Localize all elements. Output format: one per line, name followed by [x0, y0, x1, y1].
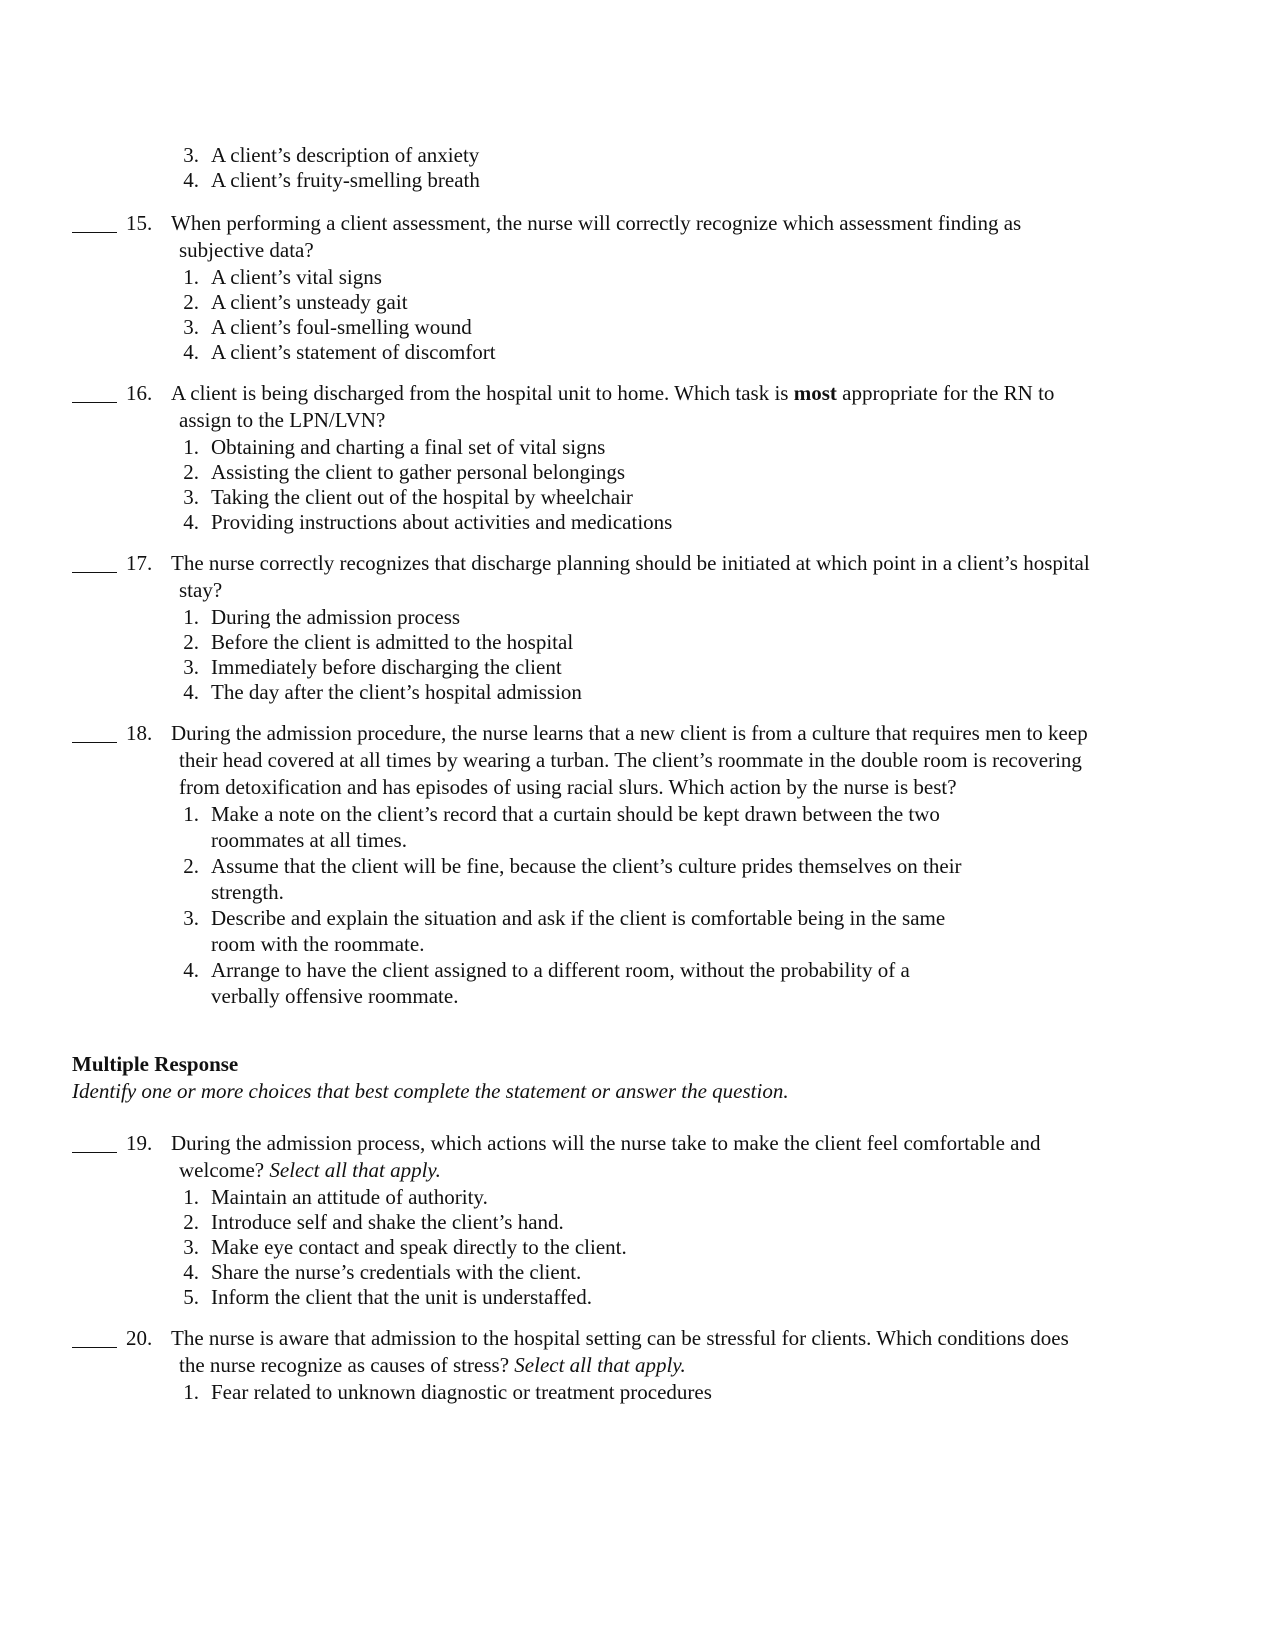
option-text: A client’s foul-smelling wound: [211, 315, 472, 339]
section-title: Multiple Response: [72, 1052, 239, 1076]
option-number: 4.: [183, 168, 199, 192]
answer-blank[interactable]: [72, 720, 117, 743]
option-item: [0, 801, 1275, 853]
option-item: [0, 1259, 1275, 1284]
option-number: 4.: [183, 1260, 199, 1284]
option-item: [0, 434, 1275, 459]
option-text: Arrange to have the client assigned to a different room, without the probability of a verbally offensive roommate.: [211, 958, 910, 1008]
option-item: [0, 509, 1275, 534]
question-number: 15.: [126, 211, 153, 235]
emphasis-most: most: [793, 381, 837, 405]
option-item: [0, 142, 1275, 167]
option-number: 2.: [183, 460, 199, 484]
option-number: 3.: [183, 1235, 199, 1259]
answer-blank[interactable]: [72, 550, 117, 573]
option-number: 1.: [183, 802, 199, 826]
option-text: Assume that the client will be fine, because the client’s culture prides themselves on their strength.: [211, 854, 962, 904]
option-item: [0, 957, 1275, 1009]
option-text: A client’s fruity-smelling breath: [211, 168, 480, 192]
option-text: A client’s description of anxiety: [211, 143, 480, 167]
option-number: 2.: [183, 630, 199, 654]
option-text: Before the client is admitted to the hospital: [211, 630, 574, 654]
option-item: [0, 314, 1275, 339]
answer-blank[interactable]: [72, 1130, 117, 1153]
option-number: 3.: [183, 655, 199, 679]
question-text-continued: stay?: [179, 578, 223, 602]
option-item: [0, 289, 1275, 314]
question-number: 17.: [126, 551, 153, 575]
section-instructions: Identify one or more choices that best complete the statement or answer the question.: [72, 1079, 789, 1103]
question-19: [0, 1130, 1275, 1309]
option-number: 4.: [183, 680, 199, 704]
option-text: Make eye contact and speak directly to the client.: [211, 1235, 627, 1259]
option-text: Taking the client out of the hospital by wheelchair: [211, 485, 633, 509]
option-item: [0, 679, 1275, 704]
answer-blank[interactable]: [72, 1325, 117, 1348]
option-number: 1.: [183, 435, 199, 459]
option-text: A client’s vital signs: [211, 265, 382, 289]
option-number: 2.: [183, 854, 199, 878]
question-number: 19.: [126, 1131, 153, 1155]
option-text: The day after the client’s hospital admission: [211, 680, 582, 704]
option-number: 4.: [183, 958, 199, 982]
option-item: [0, 1209, 1275, 1234]
question-text-continued: subjective data?: [179, 238, 314, 262]
question-text: During the admission process, which actions will the nurse take to make the client feel comfortable and: [171, 1131, 1041, 1155]
option-text: Fear related to unknown diagnostic or treatment procedures: [211, 1380, 712, 1404]
option-item: [0, 629, 1275, 654]
option-number: 1.: [183, 265, 199, 289]
option-number: 1.: [183, 605, 199, 629]
question-number: 20.: [126, 1326, 153, 1350]
option-text: During the admission process: [211, 605, 461, 629]
question-20: [0, 1325, 1275, 1404]
option-item: [0, 484, 1275, 509]
option-text: Providing instructions about activities and medications: [211, 510, 673, 534]
question-18: [0, 720, 1275, 1009]
question-text-continued: the nurse recognize as causes of stress? Select all that apply.: [179, 1353, 686, 1377]
question-text: When performing a client assessment, the nurse will correctly recognize which assessment finding as: [171, 211, 1022, 235]
option-item: [0, 1284, 1275, 1309]
question-text-continued: assign to the LPN/LVN?: [179, 408, 386, 432]
carryover-options: [0, 142, 1275, 192]
option-item: [0, 1184, 1275, 1209]
option-number: 3.: [183, 906, 199, 930]
option-text: Share the nurse’s credentials with the client.: [211, 1260, 582, 1284]
select-all-instruction: Select all that apply.: [269, 1158, 441, 1182]
option-text: Introduce self and shake the client’s hand.: [211, 1210, 564, 1234]
option-item: [0, 339, 1275, 364]
question-number: 18.: [126, 721, 153, 745]
option-text: Obtaining and charting a final set of vital signs: [211, 435, 606, 459]
question-17: [0, 550, 1275, 704]
option-item: [0, 264, 1275, 289]
question-text: A client is being discharged from the hospital unit to home. Which task is most appropriate for the RN to: [171, 381, 1055, 405]
option-number: 5.: [183, 1285, 199, 1309]
option-item: [0, 853, 1275, 905]
option-text: Describe and explain the situation and ask if the client is comfortable being in the same room with the roommate.: [211, 906, 946, 956]
question-text: The nurse correctly recognizes that discharge planning should be initiated at which point in a client’s hospital: [171, 551, 1090, 575]
option-item: [0, 1234, 1275, 1259]
option-item: [0, 167, 1275, 192]
option-number: 1.: [183, 1380, 199, 1404]
option-number: 3.: [183, 315, 199, 339]
option-text: A client’s statement of discomfort: [211, 340, 496, 364]
option-item: [0, 459, 1275, 484]
option-item: [0, 604, 1275, 629]
answer-blank[interactable]: [72, 380, 117, 403]
select-all-instruction: Select all that apply.: [514, 1353, 686, 1377]
option-number: 4.: [183, 340, 199, 364]
option-text: Immediately before discharging the client: [211, 655, 562, 679]
option-number: 1.: [183, 1185, 199, 1209]
option-text: Assisting the client to gather personal belongings: [211, 460, 626, 484]
question-text: During the admission procedure, the nurse learns that a new client is from a culture that requires men to keep: [171, 721, 1088, 745]
question-16: [0, 380, 1275, 534]
option-number: 3.: [183, 485, 199, 509]
question-15: [0, 210, 1275, 364]
option-number: 2.: [183, 290, 199, 314]
option-text: Make a note on the client’s record that a curtain should be kept drawn between the two roommates at all times.: [211, 802, 940, 852]
option-item: [0, 654, 1275, 679]
question-text: The nurse is aware that admission to the hospital setting can be stressful for clients. Which conditions does: [171, 1326, 1069, 1350]
answer-blank[interactable]: [72, 210, 117, 233]
question-text-continued: welcome? Select all that apply.: [179, 1158, 441, 1182]
question-text-continued: their head covered at all times by wearing a turban. The client’s roommate in the double room is recovering: [179, 748, 1082, 772]
option-number: 3.: [183, 143, 199, 167]
question-text-continued: from detoxification and has episodes of using racial slurs. Which action by the nurse is best?: [179, 775, 957, 799]
option-number: 2.: [183, 1210, 199, 1234]
question-number: 16.: [126, 381, 153, 405]
option-text: Inform the client that the unit is understaffed.: [211, 1285, 593, 1309]
option-item: [0, 905, 1275, 957]
option-item: [0, 1379, 1275, 1404]
option-text: Maintain an attitude of authority.: [211, 1185, 488, 1209]
option-number: 4.: [183, 510, 199, 534]
option-text: A client’s unsteady gait: [211, 290, 408, 314]
